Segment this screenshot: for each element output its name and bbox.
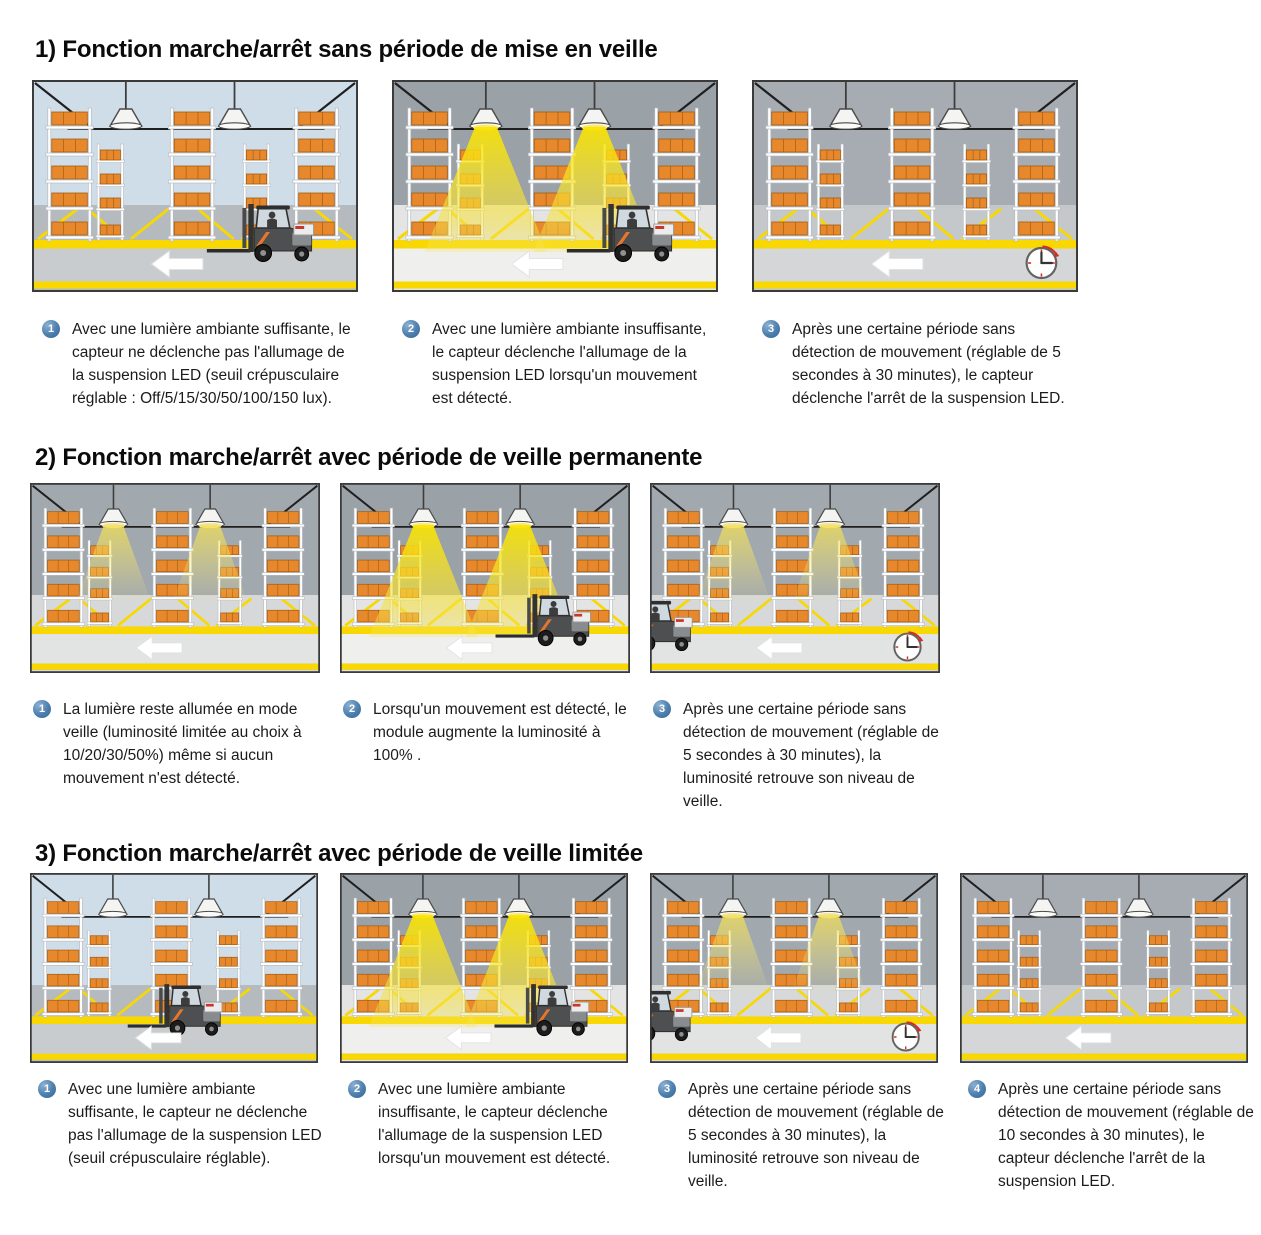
caption-text: La lumière reste allumée en mode veille (luminosité limitée au choix à 10/20/30/50%) même si aucun mouvement n'est détecté. bbox=[63, 701, 302, 787]
caption-step-2 bbox=[402, 318, 718, 410]
step-number-badge: 3 bbox=[762, 320, 780, 338]
section-3-scene-row bbox=[30, 873, 1248, 1063]
caption-step-2 bbox=[343, 698, 633, 813]
caption-step-2 bbox=[348, 1078, 634, 1193]
caption-step-1 bbox=[33, 698, 323, 813]
section-2-heading: 2) Fonction marche/arrêt avec période de veille permanente bbox=[35, 444, 703, 471]
step-number-badge: 4 bbox=[968, 1080, 986, 1098]
section-2-scene-row bbox=[30, 483, 940, 673]
caption-text: Lorsqu'un mouvement est détecté, le module augmente la luminosité à 100% . bbox=[373, 701, 627, 764]
caption-step-1 bbox=[38, 1078, 324, 1193]
step-number-badge: 3 bbox=[653, 700, 671, 718]
warehouse-scene-timeout-led-off bbox=[960, 873, 1248, 1063]
warehouse-scene-ambient-sufficient-led-off bbox=[32, 80, 358, 292]
caption-step-4 bbox=[968, 1078, 1254, 1193]
caption-text: Avec une lumière ambiante insuffisante, le capteur déclenche l'allumage de la suspension LED lorsqu'un mouvement est détecté. bbox=[378, 1081, 611, 1167]
step-number-badge: 2 bbox=[348, 1080, 366, 1098]
warehouse-scene-motion-detected-led-on bbox=[340, 873, 628, 1063]
caption-step-1 bbox=[42, 318, 358, 410]
caption-text: Après une certaine période sans détection de mouvement (réglable de 5 secondes à 30 minutes), la luminosité retrouve son niveau de veille. bbox=[688, 1081, 944, 1190]
caption-text: Avec une lumière ambiante insuffisante, le capteur déclenche l'allumage de la suspension LED lorsqu'un mouvement est détecté. bbox=[432, 321, 707, 407]
warehouse-scene-timeout-back-to-standby bbox=[650, 483, 940, 673]
warehouse-scene-timeout-led-off bbox=[752, 80, 1078, 292]
step-number-badge: 1 bbox=[42, 320, 60, 338]
step-number-badge: 1 bbox=[33, 700, 51, 718]
caption-text: Après une certaine période sans détection de mouvement (réglable de 5 secondes à 30 minutes), la luminosité retrouve son niveau de veille. bbox=[683, 701, 939, 810]
step-number-badge: 3 bbox=[658, 1080, 676, 1098]
section-1-scene-row bbox=[32, 80, 1078, 292]
section-3-caption-row bbox=[38, 1078, 1254, 1193]
warehouse-scene-standby-dimmed bbox=[30, 483, 320, 673]
step-number-badge: 2 bbox=[343, 700, 361, 718]
section-2-caption-row bbox=[33, 698, 943, 813]
step-number-badge: 2 bbox=[402, 320, 420, 338]
caption-text: Avec une lumière ambiante suffisante, le capteur ne déclenche pas l'allumage de la suspension LED (seuil crépusculaire réglable : Off/5/15/30/50/100/150 lux). bbox=[72, 321, 351, 407]
caption-step-3 bbox=[658, 1078, 944, 1193]
section-1-heading: 1) Fonction marche/arrêt sans période de mise en veille bbox=[35, 36, 658, 63]
caption-step-3 bbox=[653, 698, 943, 813]
section-1-caption-row bbox=[42, 318, 1078, 410]
warehouse-scene-motion-detected-led-on bbox=[392, 80, 718, 292]
caption-text: Après une certaine période sans détection de mouvement (réglable de 5 secondes à 30 minutes), le capteur déclenche l'arrêt de la suspension LED. bbox=[792, 321, 1065, 407]
warehouse-scene-timeout-standby-level bbox=[650, 873, 938, 1063]
caption-text: Après une certaine période sans détection de mouvement (réglable de 10 secondes à 30 minutes), le capteur déclenche l'arrêt de la suspension LED. bbox=[998, 1081, 1254, 1190]
step-number-badge: 1 bbox=[38, 1080, 56, 1098]
warehouse-scene-ambient-sufficient-led-off bbox=[30, 873, 318, 1063]
section-3-heading: 3) Fonction marche/arrêt avec période de veille limitée bbox=[35, 840, 643, 867]
caption-step-3 bbox=[762, 318, 1078, 410]
warehouse-scene-motion-full-brightness bbox=[340, 483, 630, 673]
caption-text: Avec une lumière ambiante suffisante, le capteur ne déclenche pas l'allumage de la suspension LED (seuil crépusculaire réglable). bbox=[68, 1081, 322, 1167]
